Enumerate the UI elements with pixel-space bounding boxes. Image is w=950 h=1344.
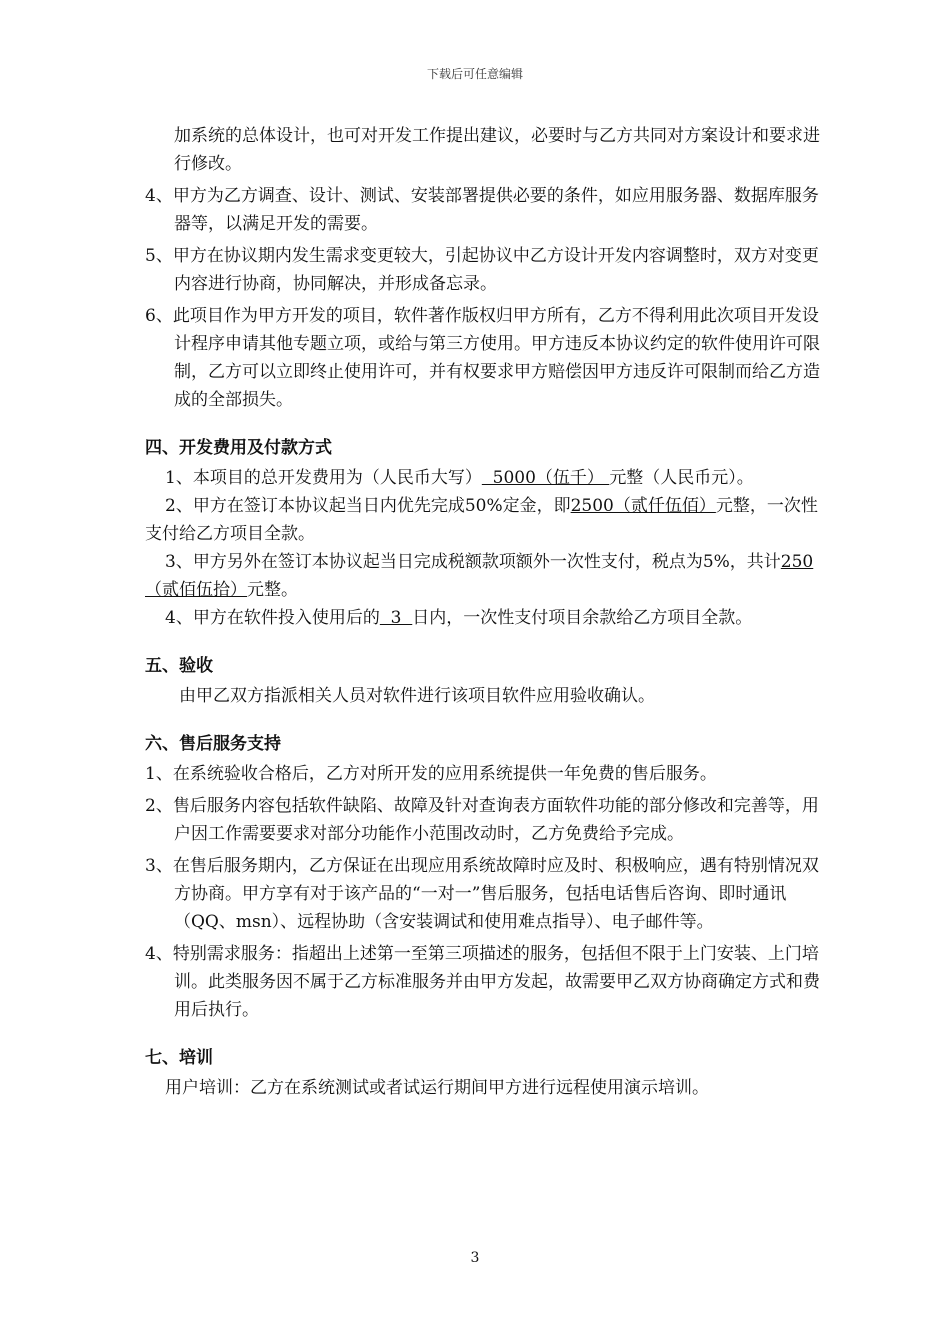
days-amount: 3	[379, 608, 413, 628]
total-amount: 5000（伍千）	[481, 468, 610, 488]
clause-3-6: 6、此项目作为甲方开发的项目，软件著作版权归甲方所有，乙方不得利用此次项目开发设计程序申请其他专题立项，或给与第三方使用。甲方违反本协议约定的软件使用许可限制，乙方可以立即终止使用许可，并有权要求甲方赔偿因甲方违反许可限制而给乙方造成的全部损失。	[145, 306, 820, 410]
section-4-title: 四、开发费用及付款方式	[145, 438, 332, 458]
service-clause-1: 1、在系统验收合格后，乙方对所开发的应用系统提供一年免费的售后服务。	[145, 764, 717, 784]
service-clause-2: 2、售后服务内容包括软件缺陷、故障及针对查询表方面软件功能的部分修改和完善等，用户因工作需要要求对部分功能作小范围改动时，乙方免费给予完成。	[145, 796, 819, 844]
payment-clause-3: 3、甲方另外在签订本协议起当日完成税额款项额外一次性支付，税点为5%，共计250（贰佰伍拾）元整。	[145, 552, 814, 600]
carried-over-text: 加系统的总体设计，也可对开发工作提出建议，必要时与乙方共同对方案设计和要求进行修改。	[174, 126, 820, 174]
acceptance-text: 由甲乙双方指派相关人员对软件进行该项目软件应用验收确认。	[179, 686, 655, 706]
document-body	[145, 122, 825, 1102]
tax-amount: 250（贰佰伍拾）	[145, 552, 814, 600]
payment-clause-2: 2、甲方在签订本协议起当日内优先完成50%定金，即2500（贰仟伍佰）元整，一次性支付给乙方项目全款。	[145, 496, 818, 544]
training-text: 用户培训：乙方在系统测试或者试运行期间甲方进行远程使用演示培训。	[165, 1078, 709, 1098]
section-7-title: 七、培训	[145, 1048, 213, 1068]
payment-clause-4: 4、甲方在软件投入使用后的 3 日内，一次性支付项目余款给乙方项目全款。	[165, 608, 753, 628]
clause-3-4: 4、甲方为乙方调查、设计、测试、安装部署提供必要的条件，如应用服务器、数据库服务器等，以满足开发的需要。	[145, 186, 819, 234]
deposit-amount: 2500（贰仟伍佰）	[570, 496, 716, 516]
clause-3-5: 5、甲方在协议期内发生需求变更较大，引起协议中乙方设计开发内容调整时，双方对变更内容进行协商，协同解决，并形成备忘录。	[145, 246, 819, 294]
page-number: 3	[470, 1250, 480, 1266]
page-header-watermark: 下载后可任意编辑	[426, 67, 523, 81]
service-clause-4: 4、特别需求服务：指超出上述第一至第三项描述的服务，包括但不限于上门安装、上门培训。此类服务因不属于乙方标准服务并由甲方发起，故需要甲乙双方协商确定方式和费用后执行。	[145, 944, 820, 1020]
service-clause-3: 3、在售后服务期内，乙方保证在出现应用系统故障时应及时、积极响应，遇有特别情况双方协商。甲方享有对于该产品的“一对一”售后服务，包括电话售后咨询、即时通讯（QQ、msn）、远程协助（含安装调试和使用难点指导）、电子邮件等。	[145, 856, 819, 932]
payment-clause-1: 1、本项目的总开发费用为（人民币大写） 5000（伍千） 元整（人民币元）。	[165, 468, 754, 488]
section-6-title: 六、售后服务支持	[145, 734, 281, 754]
section-5-title: 五、验收	[145, 656, 213, 676]
